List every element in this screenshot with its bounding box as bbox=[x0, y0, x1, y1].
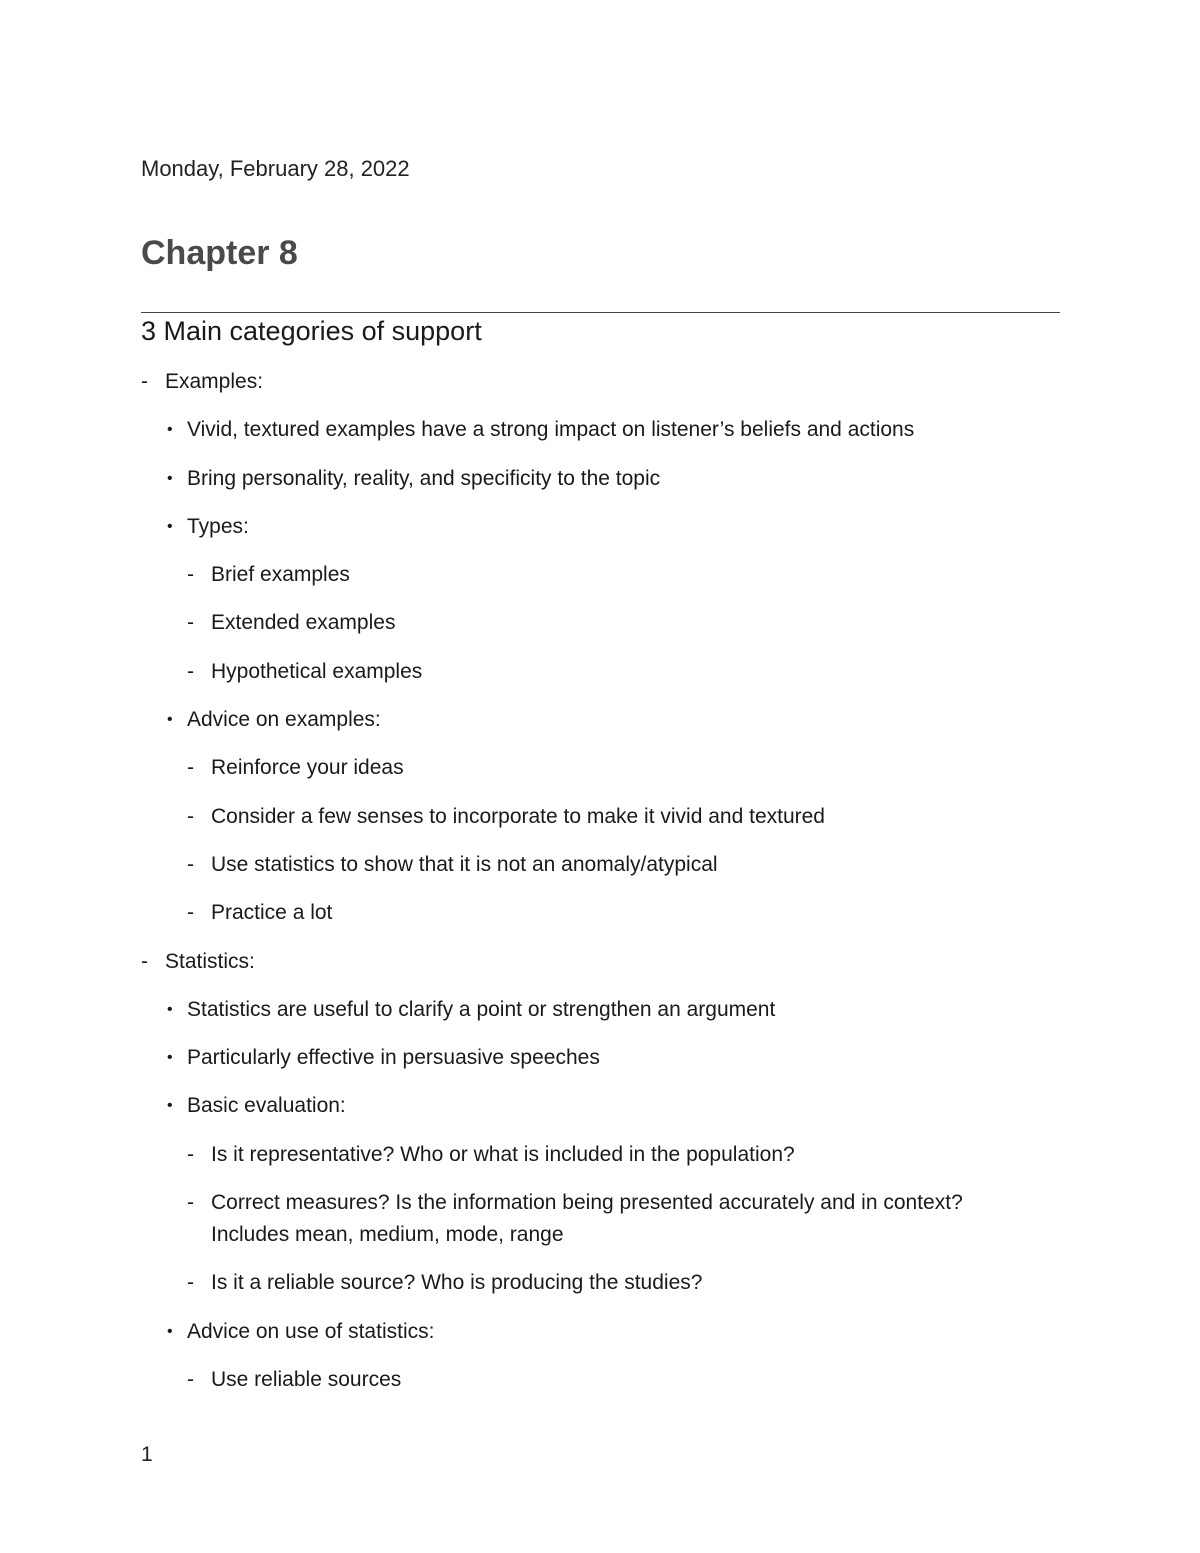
list-item bbox=[141, 366, 1060, 398]
dash-bullet: - bbox=[187, 1271, 194, 1295]
list-item bbox=[141, 1267, 1060, 1299]
divider bbox=[141, 312, 1060, 313]
list-item bbox=[141, 849, 1060, 881]
list-item-text: Is it a reliable source? Who is producing the studies? bbox=[211, 1271, 703, 1295]
list-item-text: Statistics are useful to clarify a point or strengthen an argument bbox=[187, 997, 776, 1021]
dash-bullet: - bbox=[187, 563, 194, 587]
list-item bbox=[141, 607, 1060, 639]
list-item bbox=[141, 414, 1060, 446]
list-item bbox=[141, 1042, 1060, 1074]
dash-bullet: - bbox=[187, 804, 194, 828]
dot-bullet: • bbox=[167, 421, 173, 439]
list-item bbox=[141, 463, 1060, 495]
list-item-text: Practice a lot bbox=[211, 901, 333, 925]
list-item-text: Types: bbox=[187, 514, 249, 538]
list-item-text: Advice on examples: bbox=[187, 708, 381, 732]
list-item-text: Extended examples bbox=[211, 611, 396, 635]
list-item-text: Basic evaluation: bbox=[187, 1094, 346, 1118]
outline-list bbox=[141, 366, 1060, 1412]
dash-bullet: - bbox=[187, 852, 194, 876]
list-item bbox=[141, 752, 1060, 784]
dash-bullet: - bbox=[187, 901, 194, 925]
list-item bbox=[141, 946, 1060, 978]
list-item bbox=[141, 994, 1060, 1026]
list-item-text: Hypothetical examples bbox=[211, 659, 423, 683]
list-item bbox=[141, 656, 1060, 688]
dash-bullet: - bbox=[187, 659, 194, 683]
list-item bbox=[141, 1316, 1060, 1348]
list-item bbox=[141, 559, 1060, 591]
list-item bbox=[141, 1187, 1060, 1251]
page-number: 1 bbox=[141, 1443, 153, 1466]
dot-bullet: • bbox=[167, 1322, 173, 1340]
list-item-text: Particularly effective in persuasive speeches bbox=[187, 1046, 600, 1070]
list-item-text: Consider a few senses to incorporate to make it vivid and textured bbox=[211, 804, 825, 828]
dash-bullet: - bbox=[187, 756, 194, 780]
dash-bullet: - bbox=[187, 611, 194, 635]
list-item-text: Reinforce your ideas bbox=[211, 756, 404, 780]
list-item-text: Vivid, textured examples have a strong impact on listener’s beliefs and actions bbox=[187, 418, 915, 442]
dash-bullet: - bbox=[187, 1142, 194, 1166]
document-date: Monday, February 28, 2022 bbox=[141, 156, 410, 181]
chapter-title: Chapter 8 bbox=[141, 234, 298, 272]
dot-bullet: • bbox=[167, 1000, 173, 1018]
list-item-text: Use reliable sources bbox=[211, 1367, 402, 1391]
dot-bullet: • bbox=[167, 469, 173, 487]
list-item-text: Statistics: bbox=[165, 949, 255, 973]
list-item bbox=[141, 1364, 1060, 1396]
dot-bullet: • bbox=[167, 711, 173, 729]
dash-bullet: - bbox=[187, 1191, 194, 1215]
dot-bullet: • bbox=[167, 1049, 173, 1067]
list-item-text: Correct measures? Is the information being presented accurately and in context? Includes mean, medium, mode, range bbox=[211, 1191, 963, 1247]
dash-bullet: - bbox=[187, 1367, 194, 1391]
list-item bbox=[141, 511, 1060, 543]
list-item-text: Examples: bbox=[165, 370, 264, 393]
list-item bbox=[141, 897, 1060, 929]
dot-bullet: • bbox=[167, 1097, 173, 1115]
list-item-text: Is it representative? Who or what is included in the population? bbox=[211, 1142, 795, 1166]
list-item-text: Advice on use of statistics: bbox=[187, 1319, 435, 1343]
list-item bbox=[141, 801, 1060, 833]
list-item-text: Bring personality, reality, and specificity to the topic bbox=[187, 466, 661, 490]
list-item-text: Use statistics to show that it is not an anomaly/atypical bbox=[211, 852, 718, 876]
dash-bullet: - bbox=[141, 949, 148, 973]
section-heading: 3 Main categories of support bbox=[141, 316, 482, 346]
list-item-text: Brief examples bbox=[211, 563, 350, 587]
dot-bullet: • bbox=[167, 517, 173, 535]
list-item bbox=[141, 1090, 1060, 1122]
list-item bbox=[141, 704, 1060, 736]
dash-bullet: - bbox=[141, 370, 148, 393]
list-item bbox=[141, 1139, 1060, 1171]
